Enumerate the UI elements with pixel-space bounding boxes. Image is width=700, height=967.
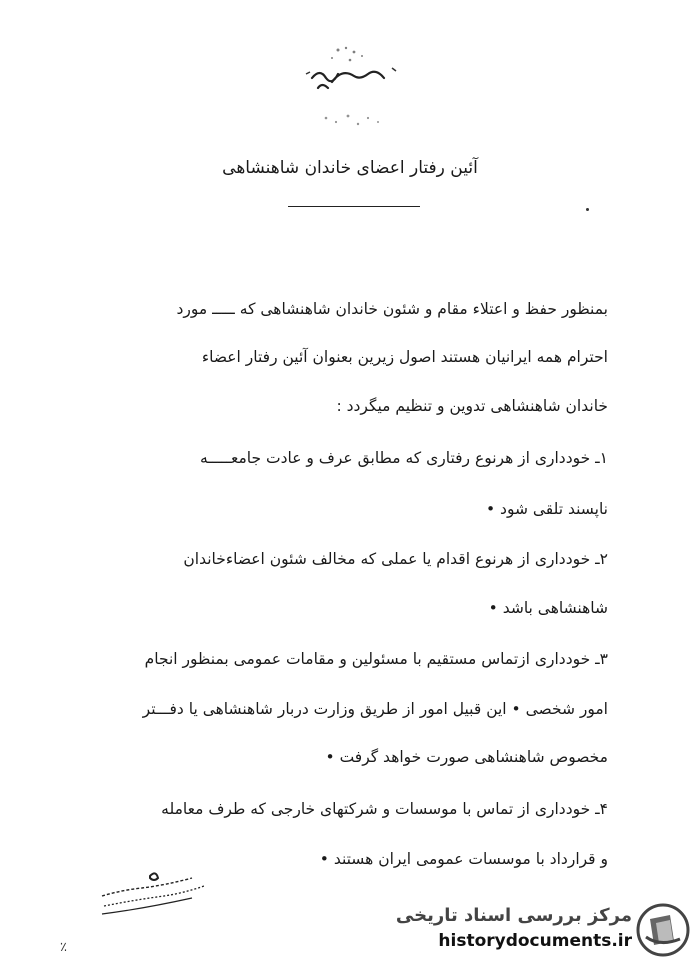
list-item-4: ۴ـ خودداری از تماس با موسسات و شرکتهای خارجی که طرف معامله: [161, 800, 608, 818]
body-line: و قرارداد با موسسات عمومی ایران هستند •: [319, 850, 608, 868]
body-line: امور شخصی • این قبیل امور از طریق وزارت دربار شاهنشاهی یا دفـــتر: [142, 700, 608, 718]
body-line: احترام همه ایرانیان هستند اصول زیرین بعنوان آئین رفتار اعضاء: [201, 348, 608, 366]
body-line: خاندان شاهنشاهی تدوین و تنظیم میگردد :: [336, 397, 608, 415]
list-item-2: ۲ـ خودداری از هرنوع اقدام یا عملی که مخالف شئون اعضاءخاندان: [183, 550, 608, 568]
body-line: بمنظور حفظ و اعتلاء مقام و شئون خاندان شاهنشاهی که ـــــ مورد: [176, 300, 608, 318]
watermark-title: مرکز بررسی اسناد تاریخی: [395, 905, 632, 926]
list-item-1: ۱ـ خودداری از هرنوع رفتاری که مطابق عرف و عادت جامعـــــه: [199, 449, 608, 467]
body-line: ناپسند تلقی شود •: [485, 500, 608, 518]
watermark-url: historydocuments.ir: [438, 931, 632, 951]
document-title: آئین رفتار اعضای خاندان شاهنشاهی: [222, 158, 478, 178]
margin-dot: [586, 208, 589, 211]
list-item-3: ۳ـ خودداری ازتماس مستقیم با مسئولین و مقامات عمومی بمنظور انجام: [144, 650, 608, 668]
body-line: شاهنشاهی باشد •: [488, 599, 608, 617]
watermark: [395, 899, 692, 961]
body-line: مخصوص شاهنشاهی صورت خواهد گرفت •: [325, 748, 608, 766]
archive-logo-icon: [636, 903, 690, 957]
title-underline: [288, 206, 420, 207]
stamp-icon: [292, 38, 412, 134]
footer-mark: ٪: [60, 940, 67, 955]
signature-icon: [98, 866, 213, 916]
